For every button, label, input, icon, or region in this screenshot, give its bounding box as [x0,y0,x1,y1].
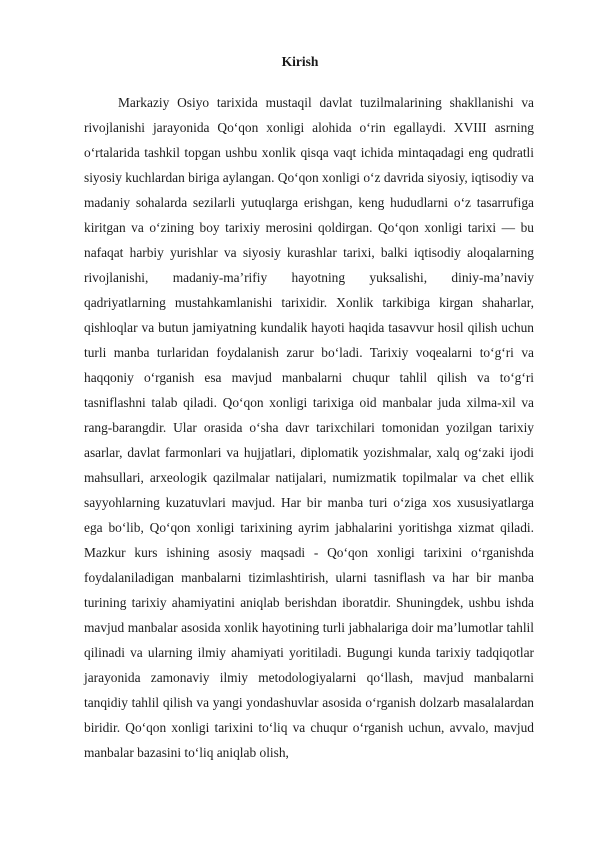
page-title: Kirish [281,54,319,69]
body-paragraph: Markaziy Osiyo tarixida mustaqil davlat tuzilmalarining shakllanishi va rivojlanishi jarayonida Qo‘qon xonligi alohida o‘rin egallaydi. XVIII asrning o‘rtalarida tashkil topgan ushbu xonlik qisqa vaqt ichida mintaqadagi eng qudratli siyosiy kuchlardan biriga aylangan. Qo‘qon xonligi o‘z davrida siyosiy, iqtisodiy va madaniy sohalarda sezilarli yutuqlarga erishgan, keng hududlarni o‘z tasarrufiga kiritgan va o‘zining boy tarixiy merosini qoldirgan. Qo‘qon xonligi tarixi — bu nafaqat harbiy yurishlar va siyosiy kurashlar tarixi, balki iqtisodiy aloqalarning rivojlanishi, madaniy-ma’rifiy hayotning yuksalishi, diniy-ma’naviy qadriyatlarning mustahkamlanishi tarixidir. Xonlik tarkibiga kirgan shaharlar, qishloqlar va butun jamiyatning kundalik hayoti haqida tasavvur hosil qilish uchun turli manba turlaridan foydalanish zarur bo‘ladi. Tarixiy voqealarni to‘g‘ri va haqqoniy o‘rganish esa mavjud manbalarni chuqur tahlil qilish va to‘g‘ri tasniflashni talab qiladi. Qo‘qon xonligi tarixiga oid manbalar juda xilma-xil va rang-barangdir. Ular orasida o‘sha davr tarixchilari tomonidan yozilgan tarixiy asarlar, davlat farmonlari va hujjatlari, diplomatik yozishmalar, xalq og‘zaki ijodi mahsullari, arxeologik qazilmalar natijalari, numizmatik topilmalar va chet ellik sayyohlarning kuzatuvlari mavjud. Har bir manba turi o‘ziga xos xususiyatlarga ega bo‘lib, Qo‘qon xonligi tarixining ayrim jabhalarini yoritishga xizmat qiladi. Mazkur kurs ishining asosiy maqsadi - Qo‘qon xonligi tarixini o‘rganishda foydalaniladigan manbalarni tizimlashtirish, ularni tasniflash va har bir manba turining tarixiy ahamiyatini aniqlab berishdan iboratdir. Shuningdek, ushbu ishda mavjud manbalar asosida xonlik hayotining turli jabhalariga doir ma’lumotlar tahlil qilinadi va ularning ilmiy ahamiyati yoritiladi. Bugungi kunda tarixiy tadqiqotlar jarayonida zamonaviy ilmiy metodologiyalarni qo‘llash, mavjud manbalarni tanqidiy tahlil qilish va yangi yondashuvlar asosida o‘rganish dolzarb masalalardan biridir. Qo‘qon xonligi tarixini to‘liq va chuqur o‘rganish uchun, avvalo, mavjud manbalar bazasini to‘liq aniqlab olish, [84,95,534,760]
